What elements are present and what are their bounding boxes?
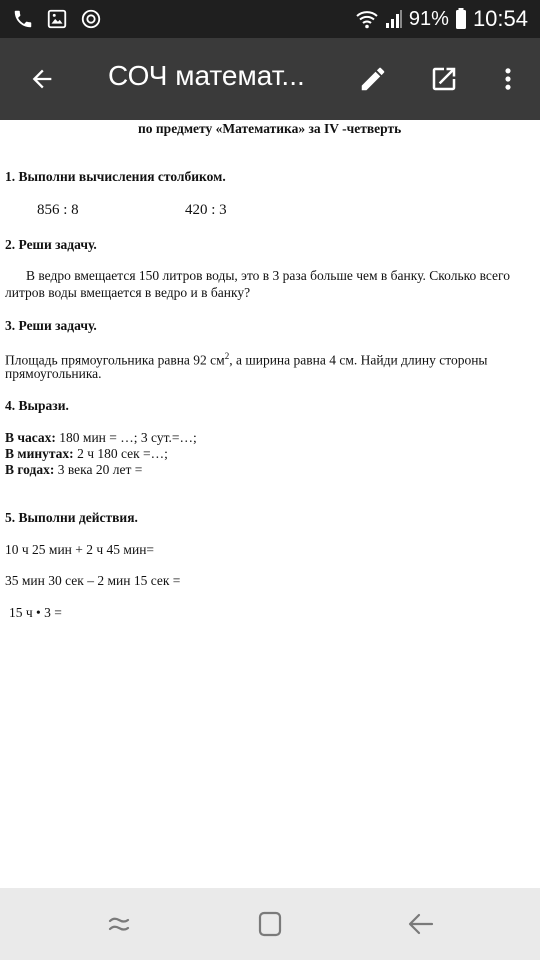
nav-back-button[interactable] bbox=[399, 906, 443, 942]
home-button[interactable] bbox=[248, 906, 292, 942]
task4-title: 4. Вырази. bbox=[5, 398, 69, 413]
phone-icon bbox=[12, 8, 34, 30]
more-options-button[interactable] bbox=[486, 57, 530, 101]
task5-expression-3: 15 ч • 3 = bbox=[9, 605, 62, 620]
task2-title: 2. Реши задачу. bbox=[5, 237, 97, 252]
task1-expression-a: 856 : 8 bbox=[37, 202, 79, 218]
navigation-bar bbox=[0, 888, 540, 960]
back-button[interactable] bbox=[20, 57, 64, 101]
task5-expression-1: 10 ч 25 мин + 2 ч 45 мин= bbox=[5, 542, 155, 557]
edit-pencil-icon bbox=[358, 64, 388, 94]
recents-button[interactable] bbox=[97, 906, 141, 942]
wifi-icon bbox=[355, 8, 379, 30]
sync-icon bbox=[80, 8, 102, 30]
document-page[interactable] bbox=[0, 120, 540, 888]
task3-text-line2: прямоугольника. bbox=[5, 366, 102, 381]
recents-icon bbox=[105, 912, 133, 936]
task2-text-line2: литров воды вмещается в ведро и в банку? bbox=[5, 285, 251, 300]
battery-icon bbox=[455, 8, 467, 30]
open-external-icon bbox=[429, 64, 459, 94]
task4-row-years: В годах: 3 века 20 лет = bbox=[5, 462, 143, 477]
back-arrow-icon bbox=[28, 65, 56, 93]
battery-percent: 91% bbox=[408, 7, 449, 30]
task1-expression-b: 420 : 3 bbox=[185, 202, 227, 218]
task3-title: 3. Реши задачу. bbox=[5, 318, 97, 333]
clock: 10:54 bbox=[472, 6, 528, 31]
status-left-icons bbox=[12, 8, 102, 30]
task4-row-minutes: В минутах: 2 ч 180 сек =…; bbox=[5, 446, 168, 461]
home-icon bbox=[256, 910, 284, 938]
task1-title: 1. Выполни вычисления столбиком. bbox=[5, 169, 226, 184]
status-bar bbox=[0, 0, 540, 38]
document-title: СОЧ математ... bbox=[108, 60, 305, 91]
edit-button[interactable] bbox=[351, 57, 395, 101]
image-icon bbox=[46, 8, 68, 30]
back-icon bbox=[406, 910, 436, 938]
task3-text-line1: Площадь прямоугольника равна 92 $см^2$, а ширина равна 4 см. Найди длину стороны bbox=[5, 351, 488, 368]
signal-icon bbox=[385, 9, 403, 29]
document-header: по предмету «Математика» за IV -четверть bbox=[138, 121, 402, 136]
task4-row-hours: В часах: 180 мин = …; 3 сут.=…; bbox=[5, 430, 197, 445]
task5-expression-2: 35 мин 30 сек – 2 мин 15 сек = bbox=[5, 573, 181, 588]
more-vert-icon bbox=[494, 65, 522, 93]
status-right bbox=[355, 6, 528, 32]
open-external-button[interactable] bbox=[422, 57, 466, 101]
app-bar bbox=[0, 38, 540, 120]
task5-title: 5. Выполни действия. bbox=[5, 510, 138, 525]
task2-text-line1: В ведро вмещается 150 литров воды, это в 3 раза больше чем в банку. Сколько всего bbox=[26, 268, 511, 283]
